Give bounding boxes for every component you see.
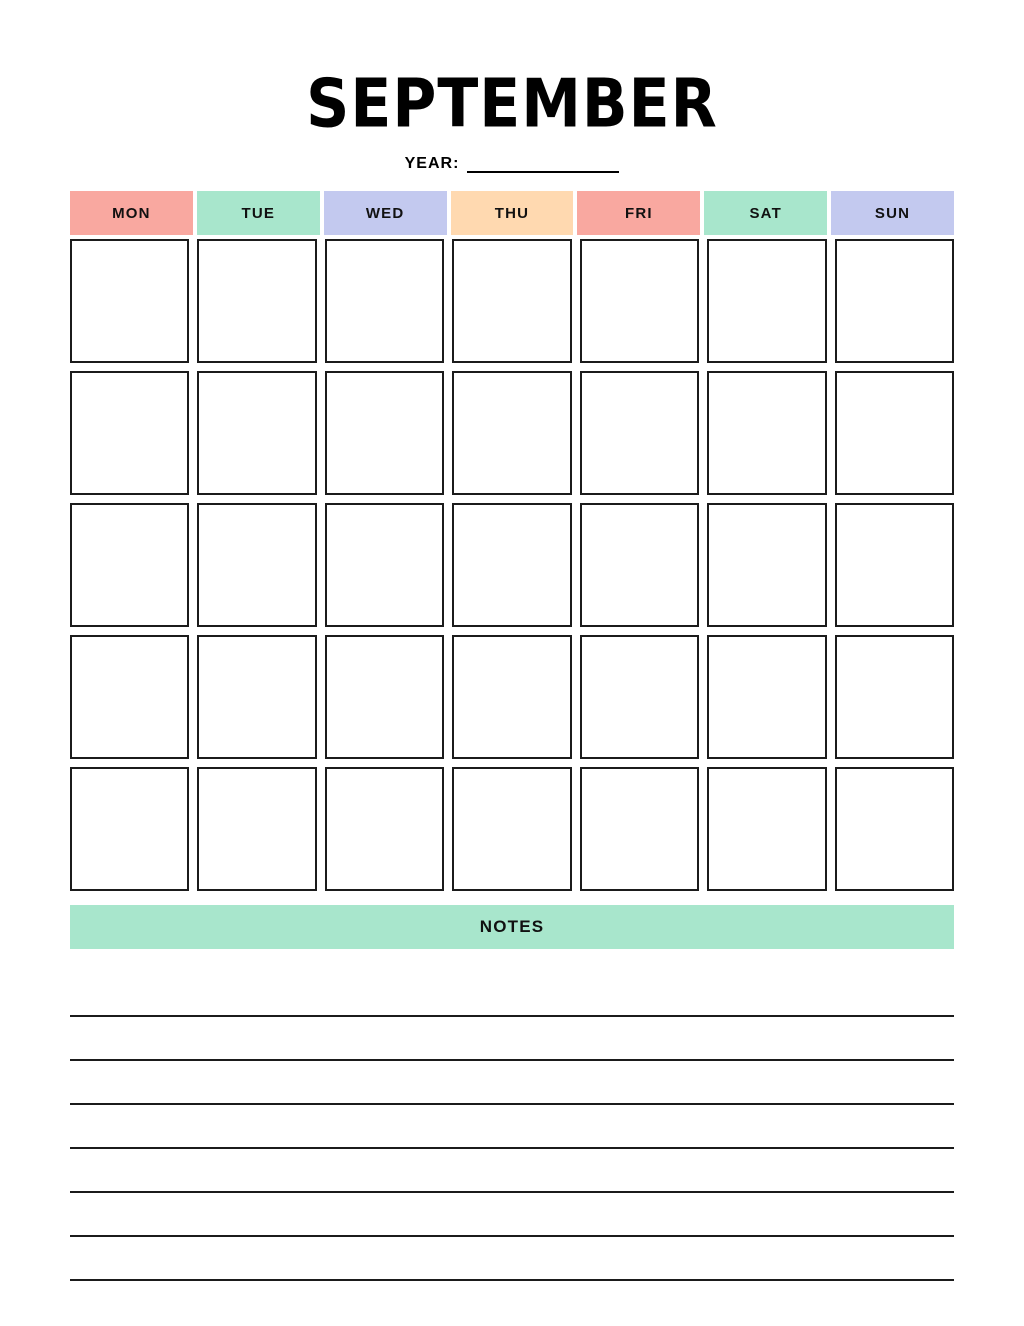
day-cell[interactable] <box>325 239 444 363</box>
weekday-header-tue <box>197 191 320 235</box>
day-cell[interactable] <box>197 239 316 363</box>
notes-header: NOTES <box>70 905 954 949</box>
day-cell[interactable] <box>580 239 699 363</box>
weekday-header-fri <box>577 191 700 235</box>
day-cell[interactable] <box>197 635 316 759</box>
day-cell[interactable] <box>197 767 316 891</box>
day-cell[interactable] <box>835 503 954 627</box>
day-cell[interactable] <box>325 371 444 495</box>
day-cell[interactable] <box>70 239 189 363</box>
day-cell[interactable] <box>70 503 189 627</box>
calendar-weeks <box>70 239 954 891</box>
day-cell[interactable] <box>452 239 571 363</box>
day-cell[interactable] <box>70 767 189 891</box>
day-cell[interactable] <box>580 503 699 627</box>
weekday-header-row <box>70 191 954 235</box>
day-cell[interactable] <box>707 239 826 363</box>
note-line[interactable] <box>70 1149 954 1193</box>
page-title: SEPTEMBER <box>306 64 718 144</box>
day-cell[interactable] <box>707 503 826 627</box>
day-cell[interactable] <box>325 503 444 627</box>
weekday-label: FRI <box>624 204 653 222</box>
weekday-label: TUE <box>241 204 276 222</box>
year-input[interactable] <box>467 157 619 173</box>
calendar-week-row <box>70 371 954 495</box>
day-cell[interactable] <box>197 371 316 495</box>
year-field-row <box>0 155 1024 173</box>
day-cell[interactable] <box>707 635 826 759</box>
calendar-grid <box>70 191 954 891</box>
weekday-header-sun <box>831 191 954 235</box>
note-line[interactable] <box>70 1193 954 1237</box>
day-cell[interactable] <box>580 371 699 495</box>
day-cell[interactable] <box>707 371 826 495</box>
year-label: YEAR: <box>404 155 460 172</box>
note-line[interactable] <box>70 973 954 1017</box>
day-cell[interactable] <box>325 767 444 891</box>
day-cell[interactable] <box>70 371 189 495</box>
calendar-week-row <box>70 503 954 627</box>
note-line[interactable] <box>70 1237 954 1281</box>
day-cell[interactable] <box>707 767 826 891</box>
weekday-header-mon <box>70 191 193 235</box>
weekday-label: SAT <box>749 204 782 222</box>
day-cell[interactable] <box>835 239 954 363</box>
calendar-week-row <box>70 767 954 891</box>
day-cell[interactable] <box>197 503 316 627</box>
day-cell[interactable] <box>452 371 571 495</box>
weekday-header-thu <box>451 191 574 235</box>
day-cell[interactable] <box>580 767 699 891</box>
weekday-header-wed <box>324 191 447 235</box>
weekday-header-sat <box>704 191 827 235</box>
note-line[interactable] <box>70 1017 954 1061</box>
day-cell[interactable] <box>835 371 954 495</box>
day-cell[interactable] <box>452 635 571 759</box>
day-cell[interactable] <box>70 635 189 759</box>
note-line[interactable] <box>70 1061 954 1105</box>
weekday-label: WED <box>365 204 405 222</box>
day-cell[interactable] <box>452 767 571 891</box>
day-cell[interactable] <box>325 635 444 759</box>
day-cell[interactable] <box>580 635 699 759</box>
day-cell[interactable] <box>835 635 954 759</box>
note-line[interactable] <box>70 1105 954 1149</box>
calendar-week-row <box>70 239 954 363</box>
weekday-label: MON <box>112 204 151 222</box>
notes-lines <box>70 973 954 1281</box>
weekday-label: SUN <box>874 204 911 222</box>
day-cell[interactable] <box>452 503 571 627</box>
day-cell[interactable] <box>835 767 954 891</box>
weekday-label: THU <box>494 204 530 222</box>
calendar-week-row <box>70 635 954 759</box>
